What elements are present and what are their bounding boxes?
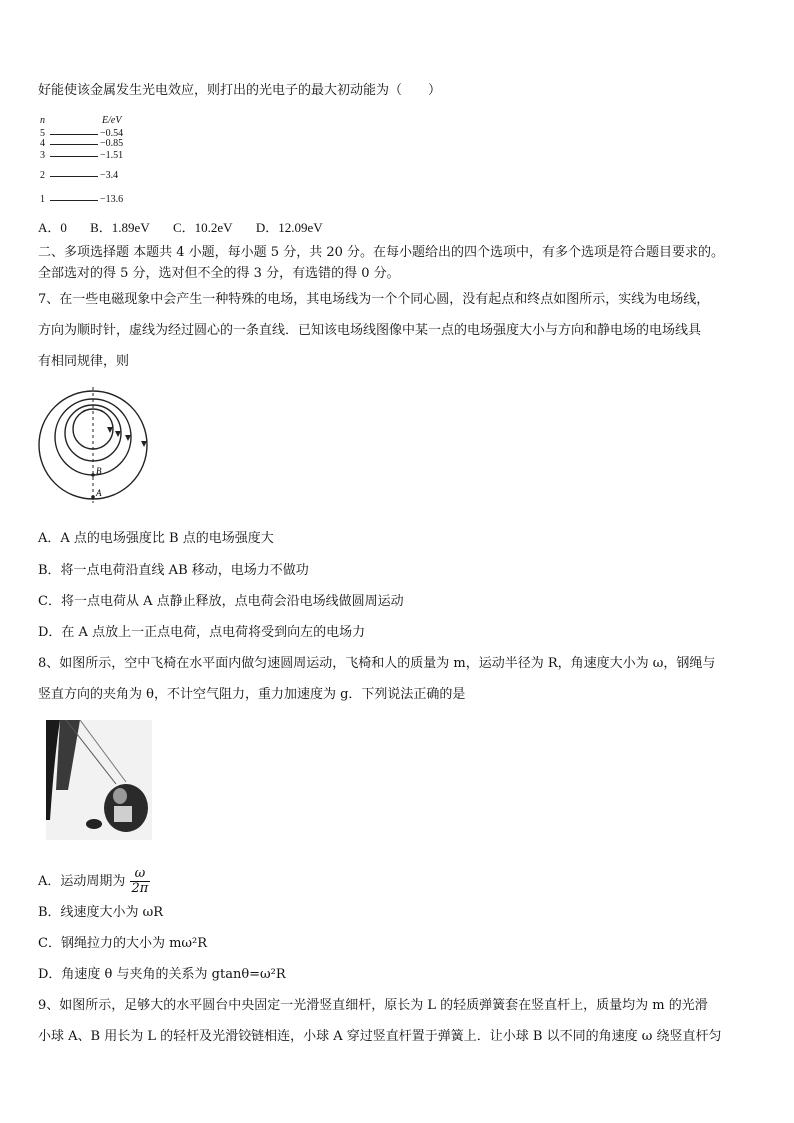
q7-option-c: C．将一点电荷从 A 点静止释放，点电荷会沿电场线做圆周运动 — [38, 594, 404, 609]
section2-line2: 全部选对的得 5 分，选对但不全的得 3 分，有选错的得 0 分。 — [38, 266, 400, 281]
q7-option-d: D．在 A 点放上一正点电荷，点电荷将受到向左的电场力 — [38, 625, 366, 640]
level-n: 2 — [40, 170, 45, 181]
level-energy: −1.51 — [100, 150, 124, 161]
energy-level-table — [38, 115, 138, 207]
q6-option-b: B．1.89eV — [90, 220, 150, 235]
level-row — [38, 194, 138, 209]
point-a — [91, 495, 95, 499]
q8-option-b: B．线速度大小为 ωR — [38, 905, 164, 920]
level-row — [38, 150, 138, 165]
level-n: 1 — [40, 194, 45, 205]
arrow-icon — [125, 435, 131, 441]
level-n: 4 — [40, 138, 45, 149]
q6-option-c: C．10.2eV — [172, 220, 233, 235]
q7-option-b: B．将一点电荷沿直线 AB 移动，电场力不做功 — [38, 563, 309, 578]
arrow-icon — [141, 441, 147, 447]
point-a-label: A — [96, 488, 102, 498]
level-n: 5 — [40, 128, 45, 139]
arrow-icon — [115, 431, 121, 437]
q7-line2: 方向为顺时针，虚线为经过圆心的一条直线．已知该电场线图像中某一点的电场强度大小与方向和静电场的电场线具 — [38, 323, 702, 338]
q9-line2: 小球 A、B 用长为 L 的轻杆及光滑铰链相连，小球 A 穿过竖直杆置于弹簧上．让小球 B 以不同的角速度 ω 绕竖直杆匀 — [38, 1029, 722, 1044]
fraction-numerator: ω — [130, 867, 151, 882]
q7-line3: 有相同规律，则 — [38, 354, 130, 369]
level-line — [50, 200, 98, 201]
level-energy: −3.4 — [100, 170, 119, 181]
q7-line1: 7、在一些电磁现象中会产生一种特殊的电场，其电场线为一个个同心圆，没有起点和终点如图所示，实线为电场线， — [38, 292, 710, 307]
level-line — [50, 134, 98, 135]
point-b-label: B — [96, 466, 102, 476]
level-energy: −0.54 — [100, 128, 124, 139]
q6-option-d: D．12.09eV — [255, 220, 323, 235]
level-n: 3 — [40, 150, 45, 161]
e-header: E/eV — [102, 115, 122, 126]
q6-option-a: A．0 — [38, 220, 67, 235]
level-line — [50, 144, 98, 145]
flying-chair-photo — [46, 720, 152, 840]
n-header: n — [40, 115, 45, 126]
q9-line1: 9、如图所示，足够大的水平圆台中央固定一光滑竖直细杆，原长为 L 的轻质弹簧套在竖直杆上，质量均为 m 的光滑 — [38, 998, 708, 1013]
section2-line1: 二、多项选择题 本题共 4 小题，每小题 5 分，共 20 分。在每小题给出的四个选项中，有多个选项是符合题目要求的。 — [38, 245, 725, 260]
q8-line2: 竖直方向的夹角为 θ，不计空气阻力，重力加速度为 g．下列说法正确的是 — [38, 687, 466, 702]
intro-line: 好能使该金属发生光电效应，则打出的光电子的最大初动能为（ ） — [38, 83, 442, 98]
level-energy: −13.6 — [100, 194, 124, 205]
level-line — [50, 156, 98, 157]
q8-option-a-text: A．运动周期为 — [38, 874, 126, 889]
q6-options — [38, 217, 343, 236]
fraction — [130, 867, 151, 896]
concentric-field-diagram — [36, 385, 152, 505]
q7-option-a: A．A 点的电场强度比 B 点的电场强度大 — [38, 531, 274, 546]
point-b — [91, 473, 95, 477]
level-row — [38, 170, 138, 185]
level-energy: −0.85 — [100, 138, 124, 149]
fraction-denominator: 2π — [131, 881, 149, 896]
level-line — [50, 176, 98, 177]
q8-option-a — [38, 867, 150, 896]
q8-option-c: C．钢绳拉力的大小为 mω²R — [38, 936, 208, 951]
q8-option-d: D．角速度 θ 与夹角的关系为 gtanθ=ω²R — [38, 967, 286, 982]
q8-line1: 8、如图所示，空中飞椅在水平面内做匀速圆周运动，飞椅和人的质量为 m，运动半径为 R，角速度大小为 ω，钢绳与 — [38, 656, 716, 671]
